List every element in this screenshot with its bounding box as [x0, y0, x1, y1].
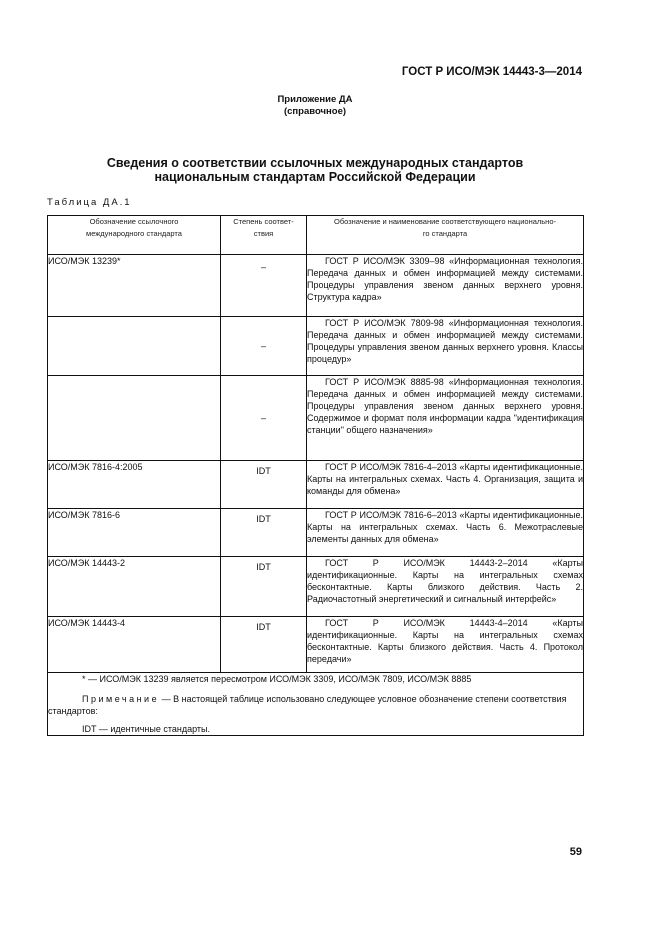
annex-heading	[0, 94, 630, 118]
table-row	[48, 461, 584, 509]
table-footer-cell	[48, 673, 584, 736]
page-title-line-1: Сведения о соответствии ссылочных международных стандартов	[106, 156, 524, 170]
page-title-line-2: национальным стандартам Российской Федерации	[154, 170, 476, 184]
intl-standard-cell: ИСО/МЭК 13239*	[48, 255, 221, 317]
page-title	[0, 156, 630, 184]
col-header-intl: Обозначение ссылочного международного стандарта	[48, 216, 221, 255]
note-label: Примечание	[82, 694, 160, 704]
national-standard-cell: ГОСТ Р ИСО/МЭК 7816-4–2013 «Карты идентификационные. Карты на интегральных схемах. Часть 4. Организация, защита и команды для обмена»	[307, 461, 584, 509]
note	[48, 693, 583, 717]
national-standard-cell: ГОСТ Р ИСО/МЭК 8885-98 «Информационная технология. Передача данных и обмен информацией между системами. Процедуры управления звеном данных верхнего уровня. Содержимое и формат поля информации кадра "идентификация станции" общего назначения»	[307, 376, 584, 461]
col-header-degree: Степень соответ- ствия	[221, 216, 307, 255]
table-row	[48, 557, 584, 617]
degree-cell: IDT	[221, 617, 307, 673]
national-standard-cell: ГОСТ Р ИСО/МЭК 7816-6–2013 «Карты идентификационные. Карты на интегральных схемах. Часть 6. Межотраслевые элементы данных для обмена»	[307, 509, 584, 557]
degree-cell: –	[221, 376, 307, 461]
table-row	[48, 617, 584, 673]
national-standard-cell: ГОСТ Р ИСО/МЭК 3309–98 «Информационная технология. Передача данных и обмен информацией между системами. Процедуры управления звеном данных верхнего уровня. Структура кадра»	[307, 255, 584, 317]
intl-standard-cell: ИСО/МЭК 14443-2	[48, 557, 221, 617]
table-row	[48, 509, 584, 557]
national-standard-cell: ГОСТ Р ИСО/МЭК 14443-2–2014 «Карты идентификационные. Карты на интегральных схемах бесконтактные. Карты близкого действия. Часть 2. Радиочастотный энергетический и сигнальный интерфейс»	[307, 557, 584, 617]
table-row	[48, 317, 584, 376]
intl-standard-cell	[48, 376, 221, 461]
table-row	[48, 255, 584, 317]
standards-table	[47, 215, 584, 736]
degree-cell: –	[221, 317, 307, 376]
table-footer-row	[48, 673, 584, 736]
idt-definition: IDT — идентичные стандарты.	[82, 724, 211, 734]
table-label: Таблица ДА.1	[47, 197, 132, 208]
footnote: * — ИСО/МЭК 13239 является пересмотром ИСО/МЭК 3309, ИСО/МЭК 7809, ИСО/МЭК 8885	[82, 674, 472, 684]
col-header-national: Обозначение и наименование соответствующего национально- го стандарта	[307, 216, 584, 255]
national-standard-cell: ГОСТ Р ИСО/МЭК 7809-98 «Информационная технология. Передача данных и обмен информацией между системами. Процедуры управления звеном данных верхнего уровня. Классы процедур»	[307, 317, 584, 376]
annex-title: Приложение ДА	[277, 94, 353, 105]
national-standard-cell: ГОСТ Р ИСО/МЭК 14443-4–2014 «Карты идентификационные. Карты на интегральных схемах бесконтактные. Карты близкого действия. Часть 4. Протокол передачи»	[307, 617, 584, 673]
table-row	[48, 376, 584, 461]
degree-cell: IDT	[221, 461, 307, 509]
note-text: — В настоящей таблице использовано следующее условное обозначение степени соответствия стандартов:	[48, 694, 567, 716]
intl-standard-cell: ИСО/МЭК 7816-6	[48, 509, 221, 557]
table-header-row	[48, 216, 584, 255]
degree-cell: –	[221, 255, 307, 317]
intl-standard-cell	[48, 317, 221, 376]
degree-cell: IDT	[221, 557, 307, 617]
page-number: 59	[569, 846, 582, 858]
document-code: ГОСТ Р ИСО/МЭК 14443-3—2014	[401, 66, 582, 78]
degree-cell: IDT	[221, 509, 307, 557]
intl-standard-cell: ИСО/МЭК 14443-4	[48, 617, 221, 673]
annex-subtitle: (справочное)	[283, 106, 347, 117]
intl-standard-cell: ИСО/МЭК 7816-4:2005	[48, 461, 221, 509]
